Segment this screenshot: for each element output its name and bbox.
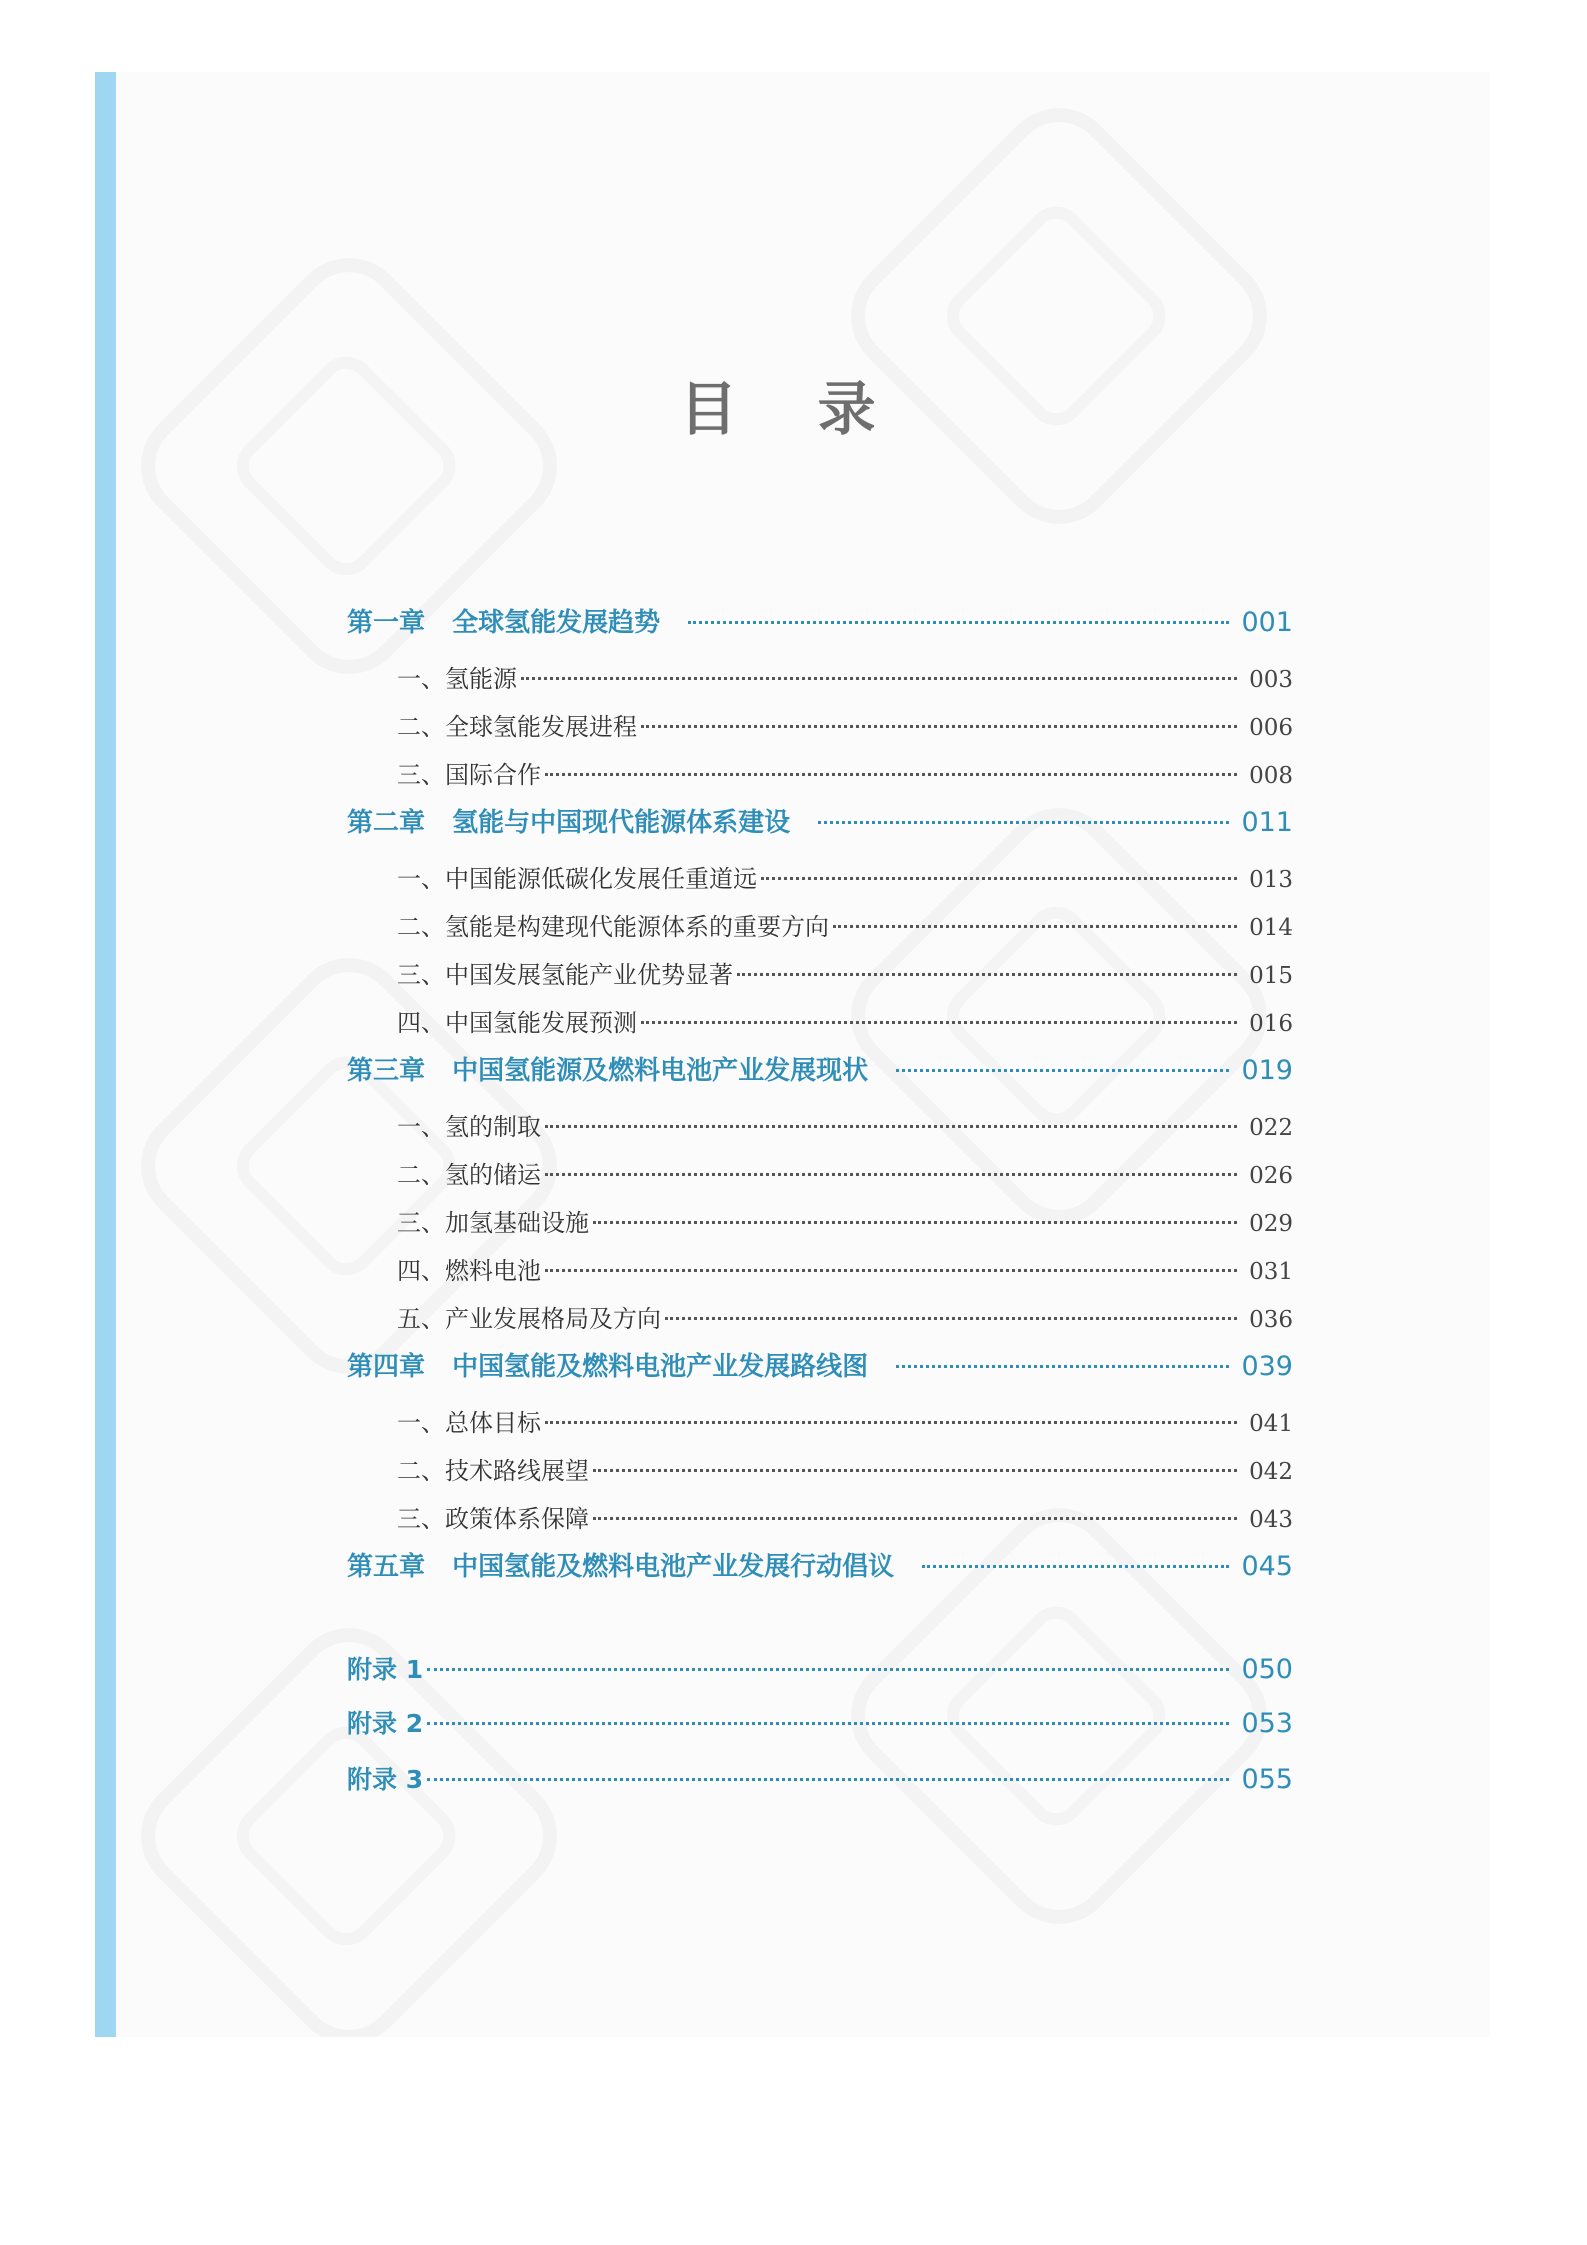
dot-leader	[896, 1365, 1229, 1368]
page-number: 019	[1241, 1055, 1293, 1086]
page-number: 041	[1249, 1411, 1293, 1437]
dot-leader	[545, 1421, 1237, 1424]
section-title: 三、政策体系保障	[397, 1505, 589, 1533]
section-title: 三、加氢基础设施	[397, 1209, 589, 1237]
chapter-title: 第二章 氢能与中国现代能源体系建设	[347, 808, 791, 838]
page-number: 039	[1241, 1351, 1293, 1382]
dot-leader	[521, 677, 1237, 680]
toc-section[interactable]	[397, 907, 1293, 942]
appendix-title: 附录 1	[347, 1655, 424, 1684]
appendix-title: 附录 3	[347, 1765, 424, 1794]
page-number: 016	[1249, 1011, 1293, 1037]
toc-section[interactable]	[397, 1403, 1293, 1438]
section-title: 二、氢的储运	[397, 1161, 541, 1189]
toc-section[interactable]	[397, 1107, 1293, 1142]
toc-section[interactable]	[397, 1299, 1293, 1334]
dot-leader	[761, 877, 1237, 880]
toc-section[interactable]	[397, 1203, 1293, 1238]
page-number: 003	[1249, 667, 1293, 693]
page-number: 053	[1241, 1708, 1293, 1739]
toc-chapter-5[interactable]	[347, 1546, 1293, 1583]
dot-leader	[427, 1778, 1229, 1781]
chapter-title: 第三章 中国氢能源及燃料电池产业发展现状	[347, 1056, 869, 1086]
toc-section[interactable]	[397, 1499, 1293, 1534]
toc-section[interactable]	[397, 1251, 1293, 1286]
section-title: 四、中国氢能发展预测	[397, 1009, 637, 1037]
page-number: 001	[1241, 607, 1293, 638]
page-number: 014	[1249, 915, 1293, 941]
toc-chapter-2[interactable]	[347, 802, 1293, 839]
appendix-title: 附录 2	[347, 1709, 424, 1738]
page-number: 013	[1249, 867, 1293, 893]
chapter-title: 第四章 中国氢能及燃料电池产业发展路线图	[347, 1352, 869, 1382]
section-title: 二、全球氢能发展进程	[397, 713, 637, 741]
toc-section[interactable]	[397, 1003, 1293, 1038]
dot-leader	[593, 1517, 1237, 1520]
chapter-title: 第一章 全球氢能发展趋势	[347, 608, 661, 638]
toc-chapter-4[interactable]	[347, 1346, 1293, 1383]
dot-leader	[427, 1722, 1229, 1725]
dot-leader	[545, 1173, 1237, 1176]
section-title: 五、产业发展格局及方向	[397, 1305, 661, 1333]
section-title: 二、技术路线展望	[397, 1457, 589, 1485]
toc-appendix-3[interactable]	[347, 1760, 1293, 1796]
dot-leader	[688, 621, 1229, 624]
page-number: 050	[1241, 1654, 1293, 1685]
page-number: 031	[1249, 1259, 1293, 1285]
section-title: 三、中国发展氢能产业优势显著	[397, 961, 733, 989]
page-number: 045	[1241, 1551, 1293, 1582]
dot-leader	[545, 1125, 1237, 1128]
toc-section[interactable]	[397, 859, 1293, 894]
toc-chapter-1[interactable]	[347, 602, 1293, 639]
toc-section[interactable]	[397, 755, 1293, 790]
section-title: 三、国际合作	[397, 761, 541, 789]
dot-leader	[665, 1317, 1237, 1320]
page-number: 022	[1249, 1115, 1293, 1141]
page-number: 011	[1241, 807, 1293, 838]
toc-section[interactable]	[397, 1155, 1293, 1190]
toc-section[interactable]	[397, 955, 1293, 990]
page-title: 目 录	[679, 375, 906, 443]
dot-leader	[737, 973, 1237, 976]
toc-chapter-3[interactable]	[347, 1050, 1293, 1087]
dot-leader	[833, 925, 1237, 928]
section-title: 一、氢能源	[397, 665, 517, 693]
chapter-title: 第五章 中国氢能及燃料电池产业发展行动倡议	[347, 1552, 895, 1582]
dot-leader	[593, 1469, 1237, 1472]
section-title: 二、氢能是构建现代能源体系的重要方向	[397, 913, 829, 941]
dot-leader	[818, 821, 1229, 824]
page-number: 026	[1249, 1163, 1293, 1189]
dot-leader	[641, 725, 1237, 728]
page-number: 006	[1249, 715, 1293, 741]
dot-leader	[641, 1021, 1237, 1024]
book-page	[95, 72, 1490, 2037]
page-number: 029	[1249, 1211, 1293, 1237]
dot-leader	[427, 1668, 1229, 1671]
toc-appendix-1[interactable]	[347, 1650, 1293, 1686]
dot-leader	[545, 1269, 1237, 1272]
toc-section[interactable]	[397, 707, 1293, 742]
dot-leader	[545, 773, 1237, 776]
page-number: 055	[1241, 1764, 1293, 1795]
dot-leader	[896, 1069, 1229, 1072]
dot-leader	[922, 1565, 1229, 1568]
table-of-contents	[95, 72, 1490, 2037]
section-title: 一、氢的制取	[397, 1113, 541, 1141]
dot-leader	[593, 1221, 1237, 1224]
section-title: 一、总体目标	[397, 1409, 541, 1437]
page-number: 043	[1249, 1507, 1293, 1533]
section-title: 一、中国能源低碳化发展任重道远	[397, 865, 757, 893]
page-number: 015	[1249, 963, 1293, 989]
section-title: 四、燃料电池	[397, 1257, 541, 1285]
page-number: 042	[1249, 1459, 1293, 1485]
page-number: 008	[1249, 763, 1293, 789]
page-number: 036	[1249, 1307, 1293, 1333]
toc-section[interactable]	[397, 659, 1293, 694]
toc-section[interactable]	[397, 1451, 1293, 1486]
toc-appendix-2[interactable]	[347, 1704, 1293, 1740]
